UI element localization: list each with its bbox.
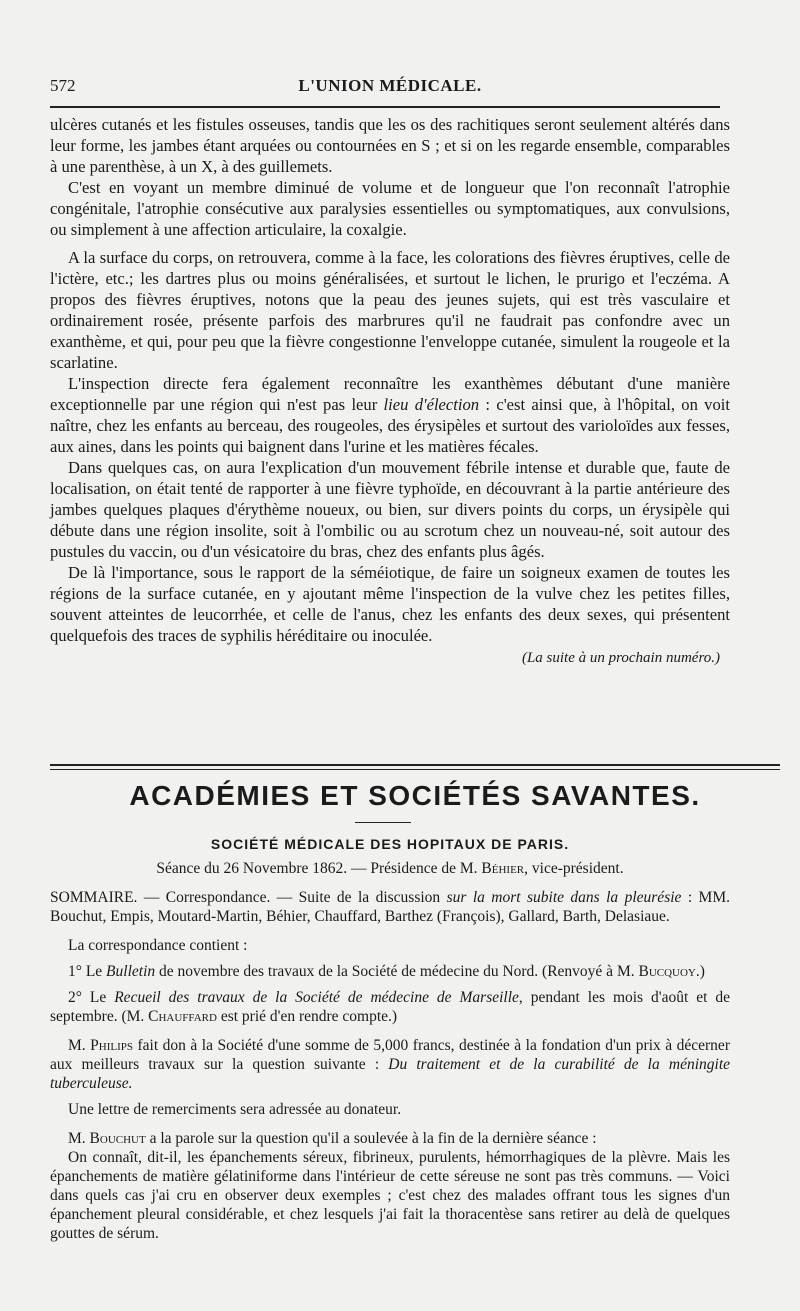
page-number: 572 (50, 76, 76, 95)
correspondance-item-1: 1° Le Bulletin de novembre des travaux de la Société de médecine du Nord. (Renvoyé à M. Bucquoy.) (68, 963, 705, 980)
paragraph-4: L'inspection directe fera également reconnaître les exanthèmes débutant d'une manière exceptionnelle par une région qui n'est pas leur lieu d'élection : c'est ainsi que, à l'hôpital, on voit naître, chez les enfants au berceau, des rougeoles, des érysipèles et surtout des varioloïdes aux fesses, aux aines, dans les points qui baignent dans l'urine et les matières fécales. (50, 374, 730, 456)
thanks-letter: Une lettre de remerciments sera adressée au donateur. (68, 1101, 402, 1118)
bouchut-speech: On connaît, dit-il, les épanchements séreux, fibrineux, purulents, hémorrhagiques de la plèvre. Mais les épanchements de matière gélatiniforme dans l'intérieur de cette séreuse ne sont pas très communs. — Voici dans quels cas j'ai cru en observer deux exemples ; c'est chez des malades offrant tous les signes d'un épanchement pleural considérable, et chez lesquels j'ai fait la thoracentèse sans retirer au delà de quelques gouttes de sérum. (50, 1149, 730, 1242)
paragraph-6: De là l'importance, sous le rapport de la séméiotique, de faire un soigneux examen de toutes les régions de la surface cutanée, en y ajoutant même l'inspection de la vulve chez les petites filles, souvent atteintes de leucorrhée, et celle de l'anus, chez les enfants des deux sexes, qui présentent quelquefois des traces de syphilis héréditaire ou inoculée. (50, 563, 730, 645)
seance-line: Séance du 26 Novembre 1862. — Présidence de M. Béhier, vice-président. (156, 860, 624, 877)
section-title: ACADÉMIES ET SOCIÉTÉS SAVANTES. (129, 780, 701, 811)
sommaire: SOMMAIRE. — Correspondance. — Suite de la discussion sur la mort subite dans la pleurésie : MM. Bouchut, Empis, Moutard-Martin, Béhier, Chauffard, Barthez (François), Gallard, Barth, Delasiaue. (50, 889, 730, 925)
session-minutes (50, 888, 730, 1243)
lieu-election-emphasis: lieu d'élection (383, 395, 480, 414)
bouchut-intro: M. Bouchut a la parole sur la question qu'il a soulevée à la fin de la dernière séance : (68, 1130, 597, 1147)
paragraph-5: Dans quelques cas, on aura l'explication d'un mouvement fébrile intense et durable que, faute de localisation, on était tenté de rapporter à une fièvre typhoïde, en découvrant à la partie antérieure des jambes quelques plaques d'érythème noueux, ou bien, sur divers points du corps, un érysipèle qui débute dans une région insolite, soit à l'ombilic ou au scrotum chez un nouveau-né, soit autour des pustules du vaccin, ou d'un vésicatoire du bras, chez des enfants plus âgés. (50, 458, 730, 561)
paragraph-2: C'est en voyant un membre diminué de volume et de longueur que l'on reconnaît l'atrophie congénitale, l'atrophie consécutive aux paralysies essentielles ou symptomatiques, aux convulsions, ou simplement à une affection articulaire, la coxalgie. (50, 178, 730, 239)
philips-donation: M. Philips fait don à la Société d'une somme de 5,000 francs, destinée à la fondation d'un prix à décerner aux meilleurs travaux sur la question suivante : Du traitement et de la curabilité de la méningite tuberculeuse. (50, 1037, 730, 1092)
society-name: SOCIÉTÉ MÉDICALE DES HOPITAUX DE PARIS. (210, 836, 570, 852)
section-rule-thick (50, 764, 780, 766)
paragraph-1: ulcères cutanés et les fistules osseuses, tandis que les os des rachitiques seront seulement altérés dans leur forme, les jambes étant arquées ou contournées en S ; et si on les regarde ensemble, comparables à une parenthèse, à un X, à des guillemets. (50, 115, 730, 176)
section-small-rule (355, 822, 411, 823)
correspondance-item-2: 2° Le Recueil des travaux de la Société de médecine de Marseille, pendant les mois d'août et de septembre. (M. Chauffard est prié d'en rendre compte.) (50, 989, 730, 1025)
article-continuation (50, 114, 730, 669)
continued-note: (La suite à un prochain numéro.) (521, 650, 720, 666)
running-head (50, 72, 730, 100)
paragraph-3: A la surface du corps, on retrouvera, comme à la face, les colorations des fièvres éruptives, celle de l'ictère, etc.; les dartres plus ou moins généralisées, et surtout le lichen, le prurigo et l'eczéma. A propos des fièvres éruptives, notons que la peau des jeunes sujets, qui est très vasculaire et ordinairement rosée, présente parfois des marbrures qu'il ne faudrait pas confondre avec un exanthème, et qui, pour peu que la fièvre congestionne l'enveloppe cutanée, simulent la rougeole et la scarlatine. (50, 248, 730, 372)
header-rule (50, 106, 720, 108)
correspondance-intro: La correspondance contient : (68, 937, 248, 954)
journal-title: L'UNION MÉDICALE. (298, 76, 482, 95)
section-rule-thin (50, 769, 780, 770)
president-name: Béhier (481, 860, 525, 877)
